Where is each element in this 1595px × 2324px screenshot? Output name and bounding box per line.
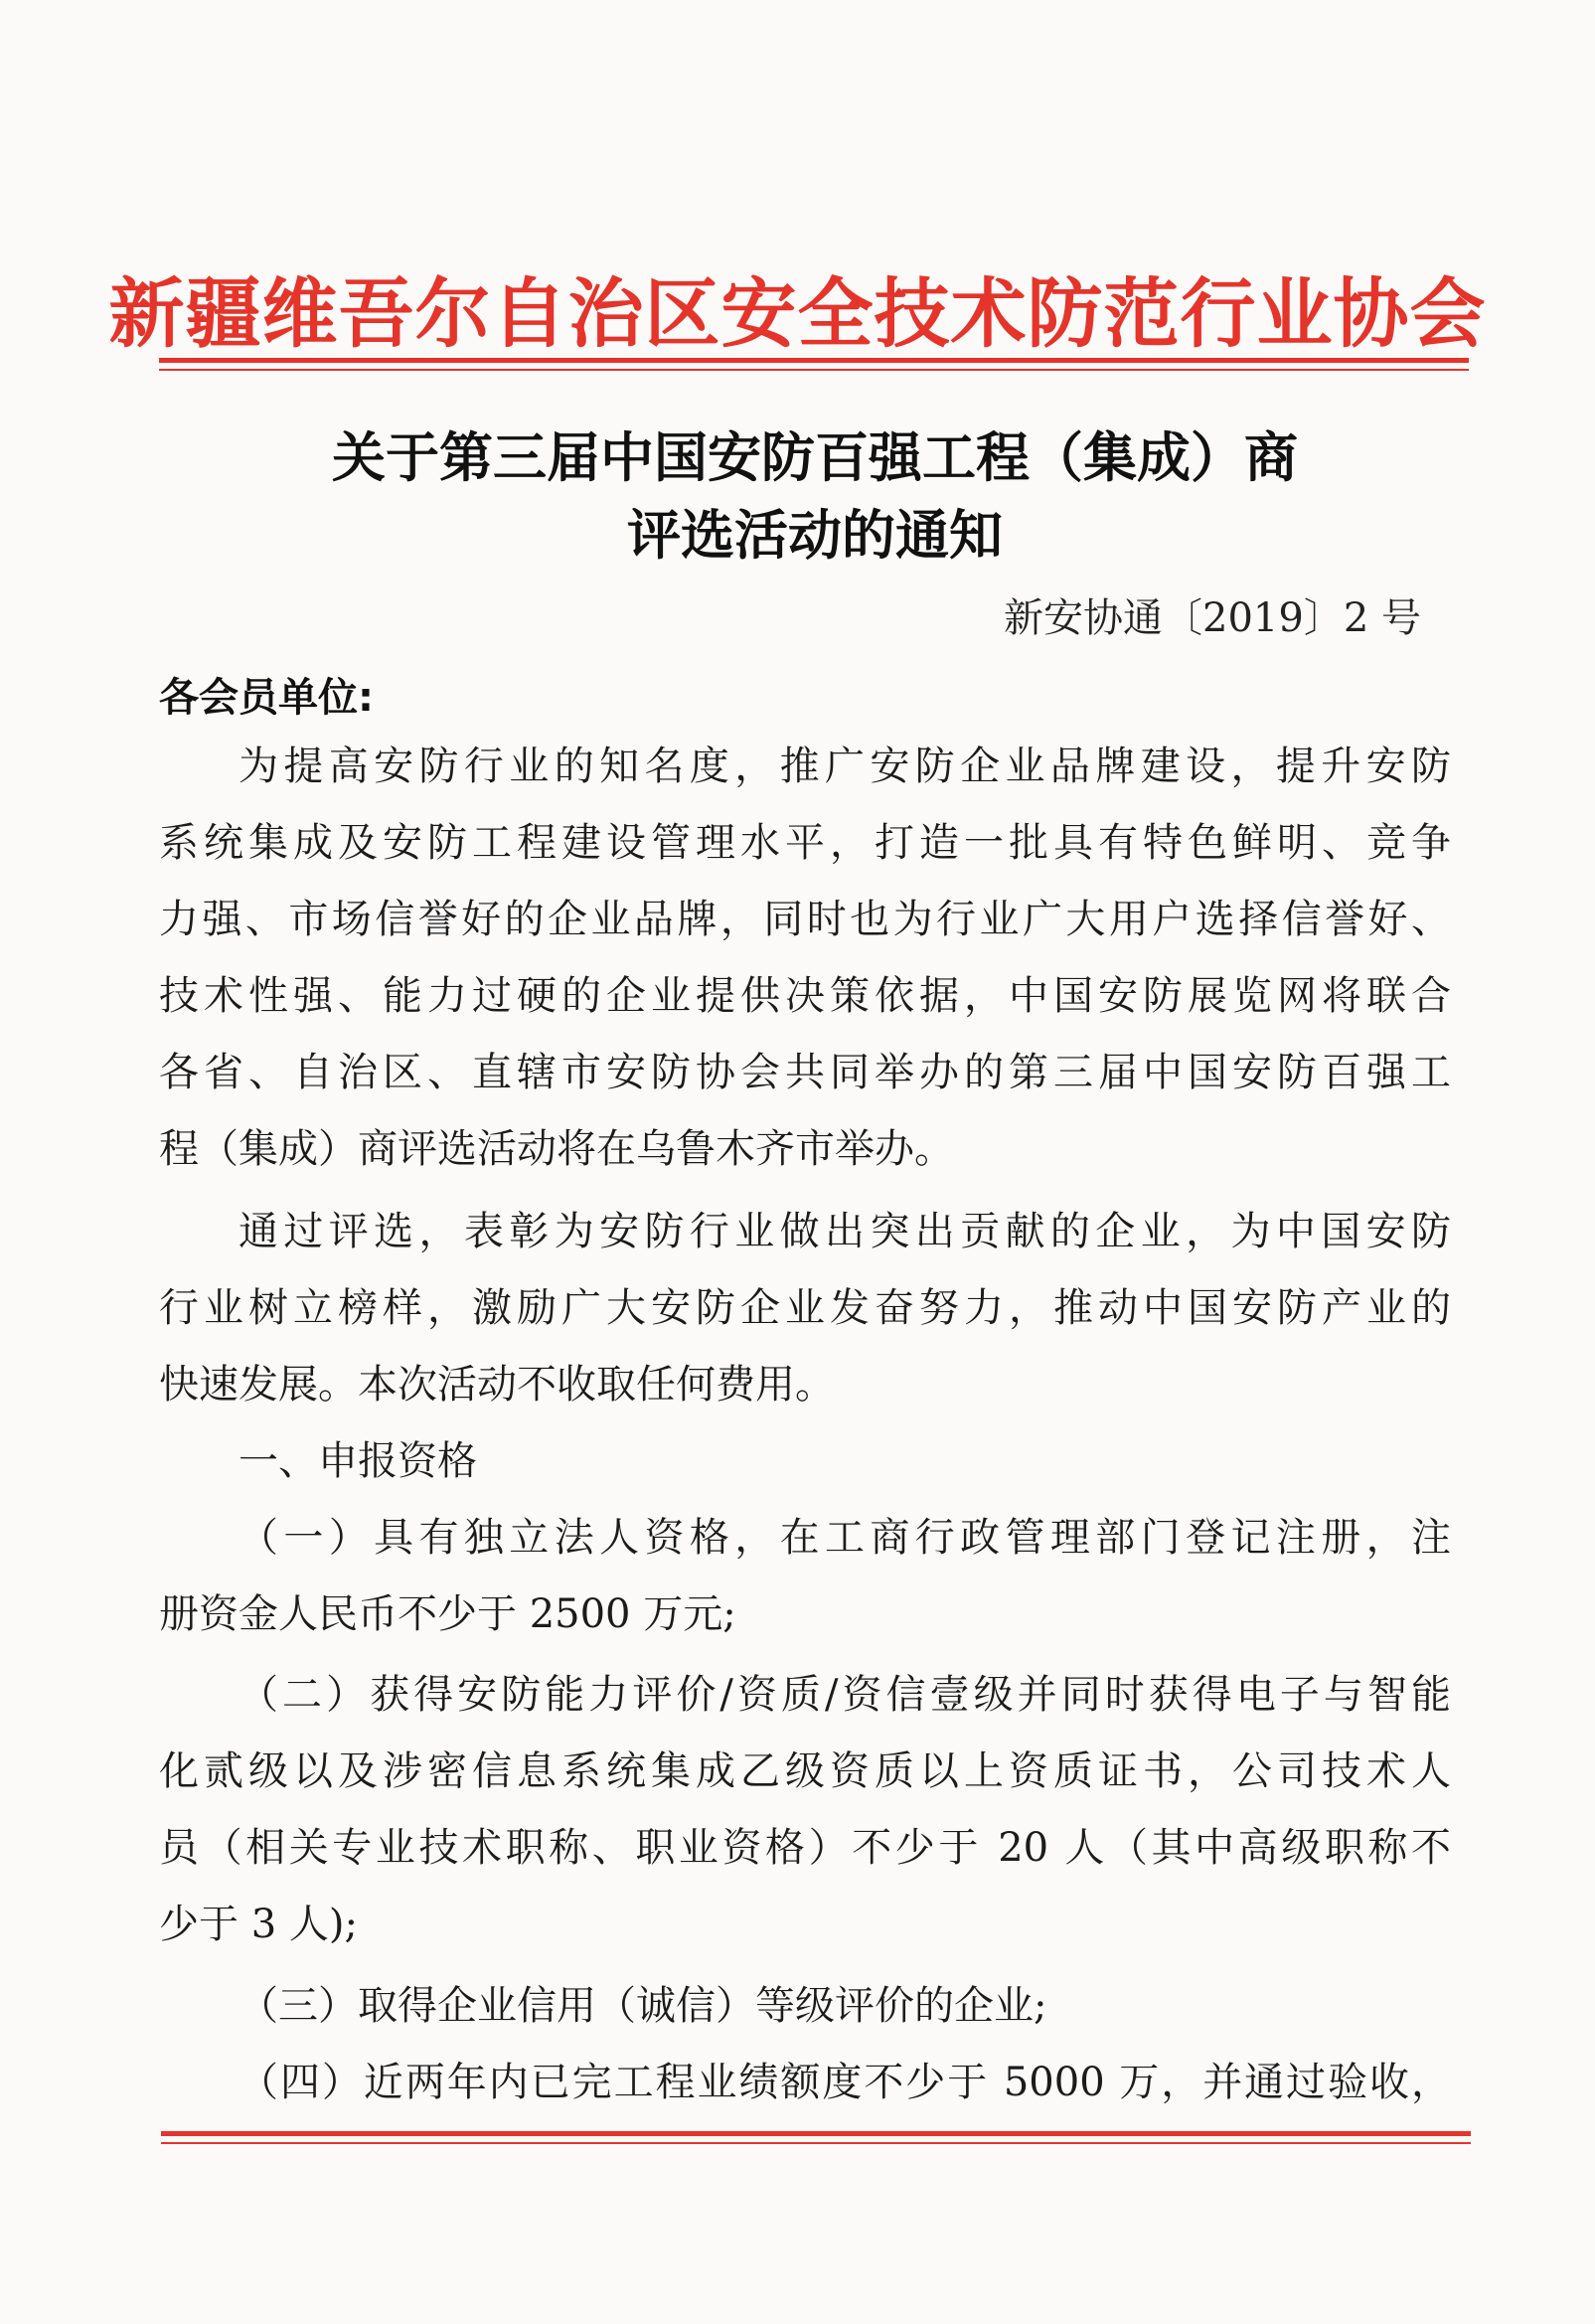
divider-thick-line [161, 2131, 1471, 2136]
paragraph-line: 力强、市场信誉好的企业品牌，同时也为行业广大用户选择信誉好、 [159, 897, 1451, 942]
section-heading [159, 1423, 1451, 1500]
paragraph-line: 化贰级以及涉密信息系统集成乙级资质以上资质证书，公司技术人 [159, 1748, 1451, 1794]
paragraph-line: 系统集成及安防工程建设管理水平，打造一批具有特色鲜明、竞争 [159, 820, 1451, 866]
paragraph-line: （一）具有独立法人资格，在工商行政管理部门登记注册，注 [239, 1515, 1451, 1561]
qualification-item-3 [159, 1968, 1451, 2045]
document-title-line-2: 评选活动的通知 [627, 503, 1003, 567]
divider-thin-line [161, 2142, 1471, 2144]
divider-thin-line [159, 369, 1469, 371]
paragraph-line: （三）取得企业信用（诚信）等级评价的企业; [239, 1983, 1047, 2029]
paragraph-line: （四）近两年内已完工程业绩额度不少于 5000 万，并通过验收， [239, 2060, 1451, 2105]
paragraph-line: 行业树立榜样，激励广大安防企业发奋努力，推动中国安防产业的 [159, 1285, 1451, 1331]
section-heading-text: 一、申报资格 [239, 1438, 477, 1484]
paragraph-line: 通过评选，表彰为安防行业做出突出贡献的企业，为中国安防 [239, 1209, 1451, 1254]
paragraph-line: 快速发展。本次活动不收取任何费用。 [159, 1362, 835, 1408]
qualification-item-4 [159, 2045, 1451, 2121]
paragraph-purpose [159, 1194, 1451, 1423]
qualification-item-1 [159, 1500, 1451, 1653]
paragraph-line: 册资金人民币不少于 2500 万元; [159, 1591, 736, 1637]
paragraph-intro [159, 729, 1451, 1188]
document-number: 新安协通〔2019〕2 号 [1004, 595, 1421, 641]
paragraph-line: （二）获得安防能力评价/资质/资信壹级并同时获得电子与智能 [239, 1672, 1451, 1718]
paragraph-line: 员（相关专业技术职称、职业资格）不少于 20 人（其中高级职称不 [159, 1825, 1451, 1871]
letterhead-divider [159, 358, 1469, 372]
paragraph-line: 技术性强、能力过硬的企业提供决策依据，中国安防展览网将联合 [159, 973, 1451, 1019]
qualification-item-2 [159, 1657, 1451, 1963]
paragraph-line: 各省、自治区、直辖市安防协会共同举办的第三届中国安防百强工 [159, 1050, 1451, 1095]
paragraph-line: 少于 3 人); [159, 1902, 358, 1947]
footer-divider [161, 2131, 1471, 2145]
salutation: 各会员单位: [159, 675, 374, 721]
document-title-line-1: 关于第三届中国安防百强工程（集成）商 [332, 425, 1298, 489]
divider-thick-line [159, 358, 1469, 363]
paragraph-line: 程（集成）商评选活动将在乌鲁木齐市举办。 [159, 1126, 954, 1172]
paragraph-line: 为提高安防行业的知名度，推广安防企业品牌建设，提升安防 [239, 744, 1451, 789]
organization-letterhead: 新疆维吾尔自治区安全技术防范行业协会 [108, 269, 1487, 358]
